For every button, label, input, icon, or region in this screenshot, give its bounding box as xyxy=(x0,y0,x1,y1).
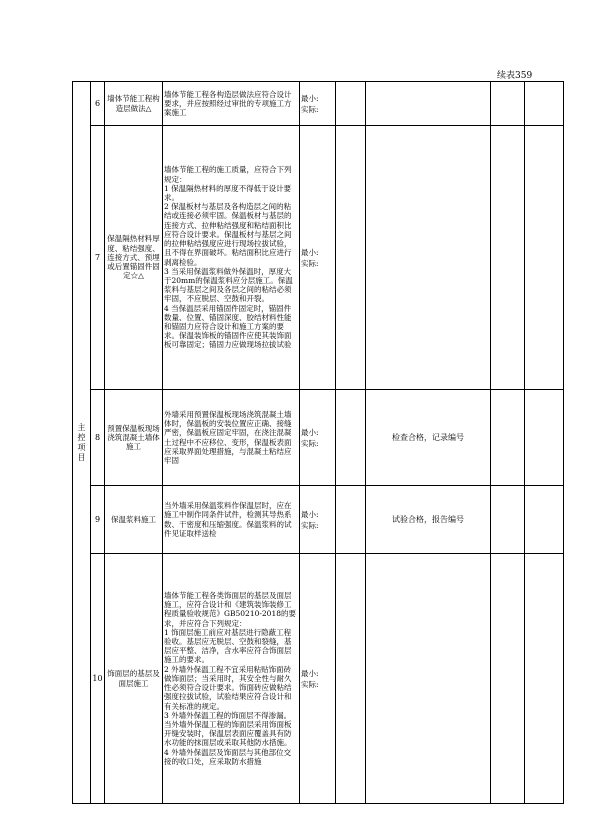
actual-label: 实际: xyxy=(301,438,319,448)
empty-cell[interactable] xyxy=(525,82,564,126)
empty-cell[interactable] xyxy=(336,390,366,486)
actual-label: 实际: xyxy=(301,104,319,114)
inspection-table xyxy=(72,81,564,804)
row-number: 6 xyxy=(91,82,105,126)
category-label: 主控项目 xyxy=(77,422,86,462)
min-label: 最小: xyxy=(301,509,319,519)
requirement-text: 当外墙采用保温浆料作保温层时，应在施工中制作同条件试件，检测其导热系数、干密度和压缩强度。保温浆料的试件见证取样送检 xyxy=(163,486,300,554)
min-label: 最小: xyxy=(301,668,319,678)
row-number: 8 xyxy=(91,390,105,486)
min-label: 最小: xyxy=(301,93,319,103)
category-cell xyxy=(73,82,91,804)
min-label: 最小: xyxy=(301,427,319,437)
table-row xyxy=(73,82,564,126)
empty-cell[interactable] xyxy=(525,554,564,804)
empty-cell[interactable] xyxy=(491,126,525,390)
table-row xyxy=(73,126,564,390)
requirement-text: 墙体节能工程各构造层做法应符合设计要求，并应按照经过审批的专项施工方案施工 xyxy=(163,82,300,126)
measure-cell[interactable] xyxy=(300,390,336,486)
table-row xyxy=(73,390,564,486)
empty-cell[interactable] xyxy=(336,126,366,390)
item-name: 预置保温板现场浇筑混凝土墙体施工 xyxy=(105,390,163,486)
check-result[interactable] xyxy=(366,554,491,804)
measure-cell[interactable] xyxy=(300,486,336,554)
requirement-text: 墙体节能工程的施工质量，应符合下列规定： 1 保温隔热材料的厚度不得低于设计要求。 2 保温板材与基层及各构造层之间的粘结或连接必须牢固。保温板材与基层的连接方式、拉伸粘结强度和粘结面积比应符合设计要求。保温板材与基层之间的拉伸粘结强度应进行现场拉拔试验，且不得在界面破坏。粘结面积比应进行剥离检验。 3 当采用保温浆料做外保温时，厚度大于20mm的保温浆料应分层施工。保温浆料与基层之间及各层之间的粘结必须牢固，不应脱层、空鼓和开裂。 4 当保温层采用锚固件固定时，锚固件数量、位置、锚固深度、胶结材料性能和锚固力应符合设计和施工方案的要求。保温装饰板的锚固件应使其装饰面板可靠固定；锚固力应做现场拉拔试验 xyxy=(163,126,300,390)
actual-label: 实际: xyxy=(301,679,319,689)
item-name: 保温隔热材料厚度、粘结强度、连接方式、预埋或后置锚固件固定☆△ xyxy=(105,126,163,390)
measure-cell[interactable] xyxy=(300,82,336,126)
empty-cell[interactable] xyxy=(491,554,525,804)
table-row xyxy=(73,486,564,554)
row-number: 9 xyxy=(91,486,105,554)
item-name: 饰面层的基层及面层施工 xyxy=(105,554,163,804)
table-row xyxy=(73,554,564,804)
item-name: 墙体节能工程构造层做法△ xyxy=(105,82,163,126)
empty-cell[interactable] xyxy=(525,126,564,390)
empty-cell[interactable] xyxy=(491,486,525,554)
item-name: 保温浆料施工 xyxy=(105,486,163,554)
empty-cell[interactable] xyxy=(491,390,525,486)
continuation-label: 续表359 xyxy=(497,71,533,81)
empty-cell[interactable] xyxy=(525,486,564,554)
requirement-text: 墙体节能工程各类饰面层的基层及面层施工，应符合设计和《建筑装饰装修工程质量验收规范》GB50210-2018的要求，并应符合下列规定： 1 饰面层施工前应对基层进行隐蔽工程验收。基层应无脱层、空鼓和裂缝，基层应平整、洁净，含水率应符合饰面层施工的要求。 2 外墙外保温工程不宜采用粘贴饰面砖做饰面层；当采用时，其安全性与耐久性必须符合设计要求。饰面砖应做粘结强度拉拔试验，试验结果应符合设计和有关标准的规定。 3 外墙外保温工程的饰面层不得渗漏。当外墙外保温工程的饰面层采用饰面板开缝安装时，保温层表面应覆盖具有防水功能的抹面层或采取其他防水措施。 4 外墙外保温层及饰面层与其他部位交接的收口处，应采取防水措施 xyxy=(163,554,300,804)
actual-label: 实际: xyxy=(301,520,319,530)
row-number: 7 xyxy=(91,126,105,390)
empty-cell[interactable] xyxy=(336,486,366,554)
empty-cell[interactable] xyxy=(336,554,366,804)
empty-cell[interactable] xyxy=(525,390,564,486)
check-result[interactable]: 试验合格，报告编号 xyxy=(366,486,491,554)
empty-cell[interactable] xyxy=(336,82,366,126)
check-result[interactable]: 检查合格，记录编号 xyxy=(366,390,491,486)
row-number: 10 xyxy=(91,554,105,804)
empty-cell[interactable] xyxy=(491,82,525,126)
measure-cell[interactable] xyxy=(300,126,336,390)
actual-label: 实际: xyxy=(301,258,319,268)
requirement-text: 外墙采用预置保温板现场浇筑混凝土墙体时，保温板的安装位置应正确、接缝严密，保温板应固定牢固，在浇注混凝土过程中不应移位、变形，保温板表面应采取界面处理措施，与混凝土粘结应牢固 xyxy=(163,390,300,486)
check-result[interactable] xyxy=(366,82,491,126)
measure-cell[interactable] xyxy=(300,554,336,804)
check-result[interactable] xyxy=(366,126,491,390)
min-label: 最小: xyxy=(301,247,319,257)
